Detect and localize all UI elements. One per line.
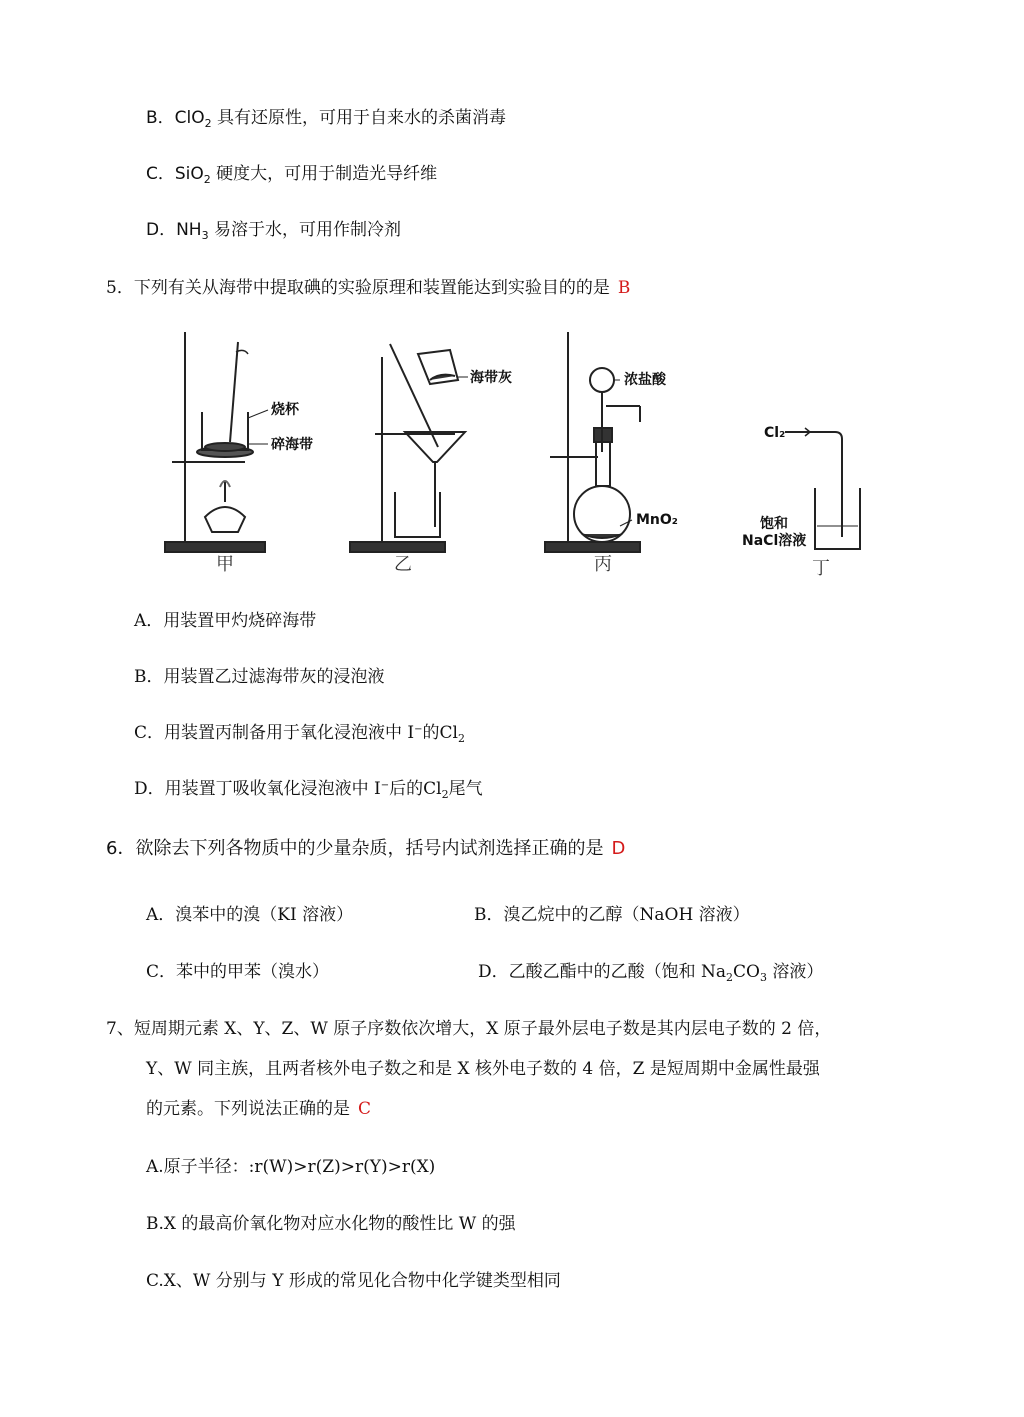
q7-answer: C <box>358 1099 372 1119</box>
q4-option-d-text: 易溶于水，可用作制冷剂 <box>208 220 401 240</box>
label-saturated: 饱和 <box>760 516 788 532</box>
q6-option-d <box>478 961 823 983</box>
q4-option-c-text: 硬度大，可用于制造光导纤维 <box>210 164 438 184</box>
q6-stem-text: 6．欲除去下列各物质中的少量杂质，括号内试剂选择正确的是 <box>106 838 604 859</box>
q6-option-b-text: B．溴乙烷中的乙醇（NaOH 溶液） <box>474 905 750 925</box>
q4-option-d-subscript: 3 <box>201 229 209 242</box>
q6-option-d-tail: 溶液） <box>767 962 824 982</box>
caption-ding: 丁 <box>812 558 830 579</box>
q4-option-b-text: 具有还原性，可用于自来水的杀菌消毒 <box>211 108 507 128</box>
q7-stem-line-3 <box>146 1098 371 1120</box>
q7-option-b-text: B.X 的最高价氧化物对应水化物的酸性比 W 的强 <box>146 1214 516 1234</box>
q5-stem-text: 5．下列有关从海带中提取碘的实验原理和装置能达到实验目的的是 <box>106 278 610 298</box>
q5-option-d-formula: 后的Cl <box>389 779 442 799</box>
q5-stem <box>106 277 630 299</box>
label-nacl-solution: NaCl溶液 <box>742 533 807 549</box>
q4-option-c <box>146 163 437 185</box>
q5-option-b-text: B．用装置乙过滤海带灰的浸泡液 <box>134 667 385 687</box>
q7-option-a <box>146 1156 435 1178</box>
label-seaweed-ash: 海带灰 <box>470 370 512 386</box>
q7-option-a-text: A.原子半径：:r(W)>r(Z)>r(Y)>r(X) <box>146 1157 436 1177</box>
q6-option-a-text: A．溴苯中的溴（KI 溶液） <box>146 905 354 925</box>
q4-option-d <box>146 219 401 241</box>
label-conc-hcl: 浓盐酸 <box>624 372 666 388</box>
q5-option-d-tail: 尾气 <box>448 779 483 799</box>
label-beaker: 烧杯 <box>271 402 299 418</box>
q6-stem <box>106 838 625 860</box>
q6-option-c-text: C．苯中的甲苯（溴水） <box>146 962 330 982</box>
q6-answer: D <box>611 838 626 859</box>
q4-option-c-subscript: 2 <box>203 173 211 186</box>
q7-option-c <box>146 1270 561 1292</box>
q7-option-b <box>146 1213 516 1235</box>
label-mno2: MnO₂ <box>636 512 678 528</box>
q7-stem-line-2 <box>146 1058 820 1080</box>
apparatus-svg <box>150 322 870 584</box>
q5-option-d-text: D．用装置丁吸收氧化浸泡液中 I <box>134 779 381 799</box>
q6-option-d-subscript-2: 3 <box>760 971 767 984</box>
q6-option-d-formula: CO <box>733 962 760 982</box>
label-cl2: Cl₂ <box>764 425 786 441</box>
q5-option-c-text: C．用装置丙制备用于氧化浸泡液中 I <box>134 723 415 743</box>
q7-option-c-text: C.X、W 分别与 Y 形成的常见化合物中化学键类型相同 <box>146 1271 561 1291</box>
q7-stem-line-1-text: 7、短周期元素 X、Y、Z、W 原子序数依次增大，X 原子最外层电子数是其内层电子数的 2 倍， <box>106 1019 832 1039</box>
q5-answer: B <box>617 278 631 298</box>
q5-option-b <box>134 666 385 688</box>
q5-option-d-subscript: 2 <box>441 788 449 801</box>
q6-option-d-text: D．乙酸乙酯中的乙酸（饱和 Na <box>478 962 727 982</box>
apparatus-figure <box>150 322 870 584</box>
apparatus-yi <box>350 344 468 552</box>
q4-option-c-formula: C．SiO <box>146 164 204 184</box>
q5-option-c-formula: 的Cl <box>422 723 458 743</box>
q7-stem-line-3-text: 的元素。下列说法正确的是 <box>146 1099 350 1119</box>
q4-option-d-formula: D．NH <box>146 220 202 240</box>
q4-option-b-subscript: 2 <box>204 117 212 130</box>
q5-option-c-superscript: − <box>414 724 423 735</box>
q6-option-c <box>146 961 329 983</box>
q7-stem-line-1 <box>106 1018 831 1040</box>
caption-yi: 乙 <box>394 554 412 575</box>
q5-option-a-text: A．用装置甲灼烧碎海带 <box>134 611 317 631</box>
caption-bing: 丙 <box>594 554 612 575</box>
apparatus-jia <box>165 332 268 552</box>
q6-option-d-subscript-1: 2 <box>726 971 734 984</box>
q6-option-b <box>474 904 750 926</box>
q6-option-a <box>146 904 353 926</box>
q5-option-d-superscript: − <box>380 780 390 791</box>
label-seaweed: 碎海带 <box>271 437 313 453</box>
q5-option-d <box>134 778 483 800</box>
q4-option-b <box>146 107 506 129</box>
q4-option-b-formula: B．ClO <box>146 108 205 128</box>
q5-option-a <box>134 610 316 632</box>
q5-option-c <box>134 722 465 744</box>
apparatus-ding <box>785 428 860 549</box>
caption-jia: 甲 <box>216 554 234 575</box>
q7-stem-line-2-text: Y、W 同主族，且两者核外电子数之和是 X 核外电子数的 4 倍，Z 是短周期中金属性最强 <box>146 1059 820 1079</box>
apparatus-bing <box>545 332 640 552</box>
q5-option-c-subscript: 2 <box>457 732 465 745</box>
